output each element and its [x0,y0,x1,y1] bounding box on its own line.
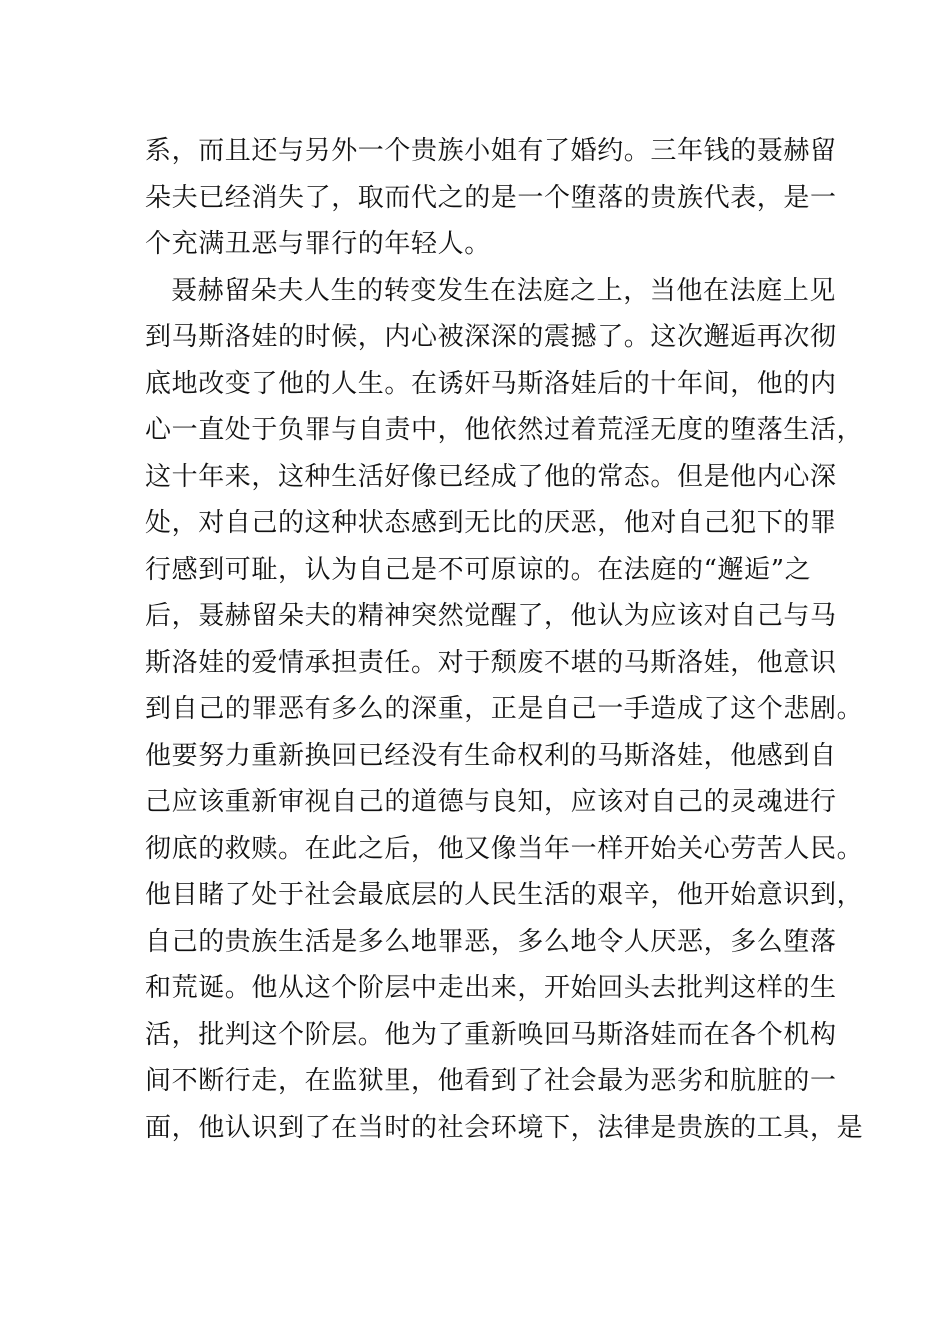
text-line: 间不断行走，在监狱里，他看到了社会最为恶劣和肮脏的一 [145,1066,837,1096]
body-text [145,128,864,1151]
text-line: 个充满丑恶与罪行的年轻人。 [145,229,491,259]
text-line: 彻底的救赎。在此之后，他又像当年一样开始关心劳苦人民。 [145,833,864,864]
text-line: 活，批判这个阶层。他为了重新唤回马斯洛娃而在各个机构 [145,1019,837,1050]
text-line: 到马斯洛娃的时候，内心被深深的震撼了。这次邂逅再次彻 [145,322,837,352]
text-line: 处，对自己的这种状态感到无比的厌恶，他对自己犯下的罪 [145,508,837,538]
text-line: 这十年来，这种生活好像已经成了他的常态。但是他内心深 [145,461,837,492]
text-line: 斯洛娃的爱情承担责任。对于颓废不堪的马斯洛娃，他意识 [145,647,837,678]
text-line: 自己的贵族生活是多么地罪恶，多么地令人厌恶，多么堕落 [145,926,837,957]
text-line: 和荒诞。他从这个阶层中走出来，开始回头去批判这样的生 [145,973,837,1003]
text-line: 朵夫已经消失了，取而代之的是一个堕落的贵族代表，是一 [145,182,837,213]
text-line: 系，而且还与另外一个贵族小姐有了婚约。三年钱的聂赫留 [145,136,837,166]
text-line: 心一直处于负罪与自责中，他依然过着荒淫无度的堕落生活， [145,415,864,445]
text-line: 到自己的罪恶有多么的深重，正是自己一手造成了这个悲剧。 [145,694,864,724]
text-line: 后，聂赫留朵夫的精神突然觉醒了，他认为应该对自己与马 [145,601,837,631]
text-line: 面，他认识到了在当时的社会环境下，法律是贵族的工具，是 [145,1112,864,1143]
text-line: 聂赫留朵夫人生的转变发生在法庭之上，当他在法庭上见 [171,275,837,306]
text-line: 他目睹了处于社会最底层的人民生活的艰辛，他开始意识到， [145,880,864,910]
paragraph-2 [145,268,864,1152]
paragraph-1 [145,128,837,268]
text-line: 己应该重新审视自己的道德与良知，应该对自己的灵魂进行 [145,787,837,817]
text-line: 底地改变了他的人生。在诱奸马斯洛娃后的十年间，他的内 [145,368,837,399]
text-line: 行感到可耻，认为自己是不可原谅的。在法庭的“邂逅”之 [145,554,812,585]
text-line: 他要努力重新换回已经没有生命权利的马斯洛娃，他感到自 [145,740,837,771]
